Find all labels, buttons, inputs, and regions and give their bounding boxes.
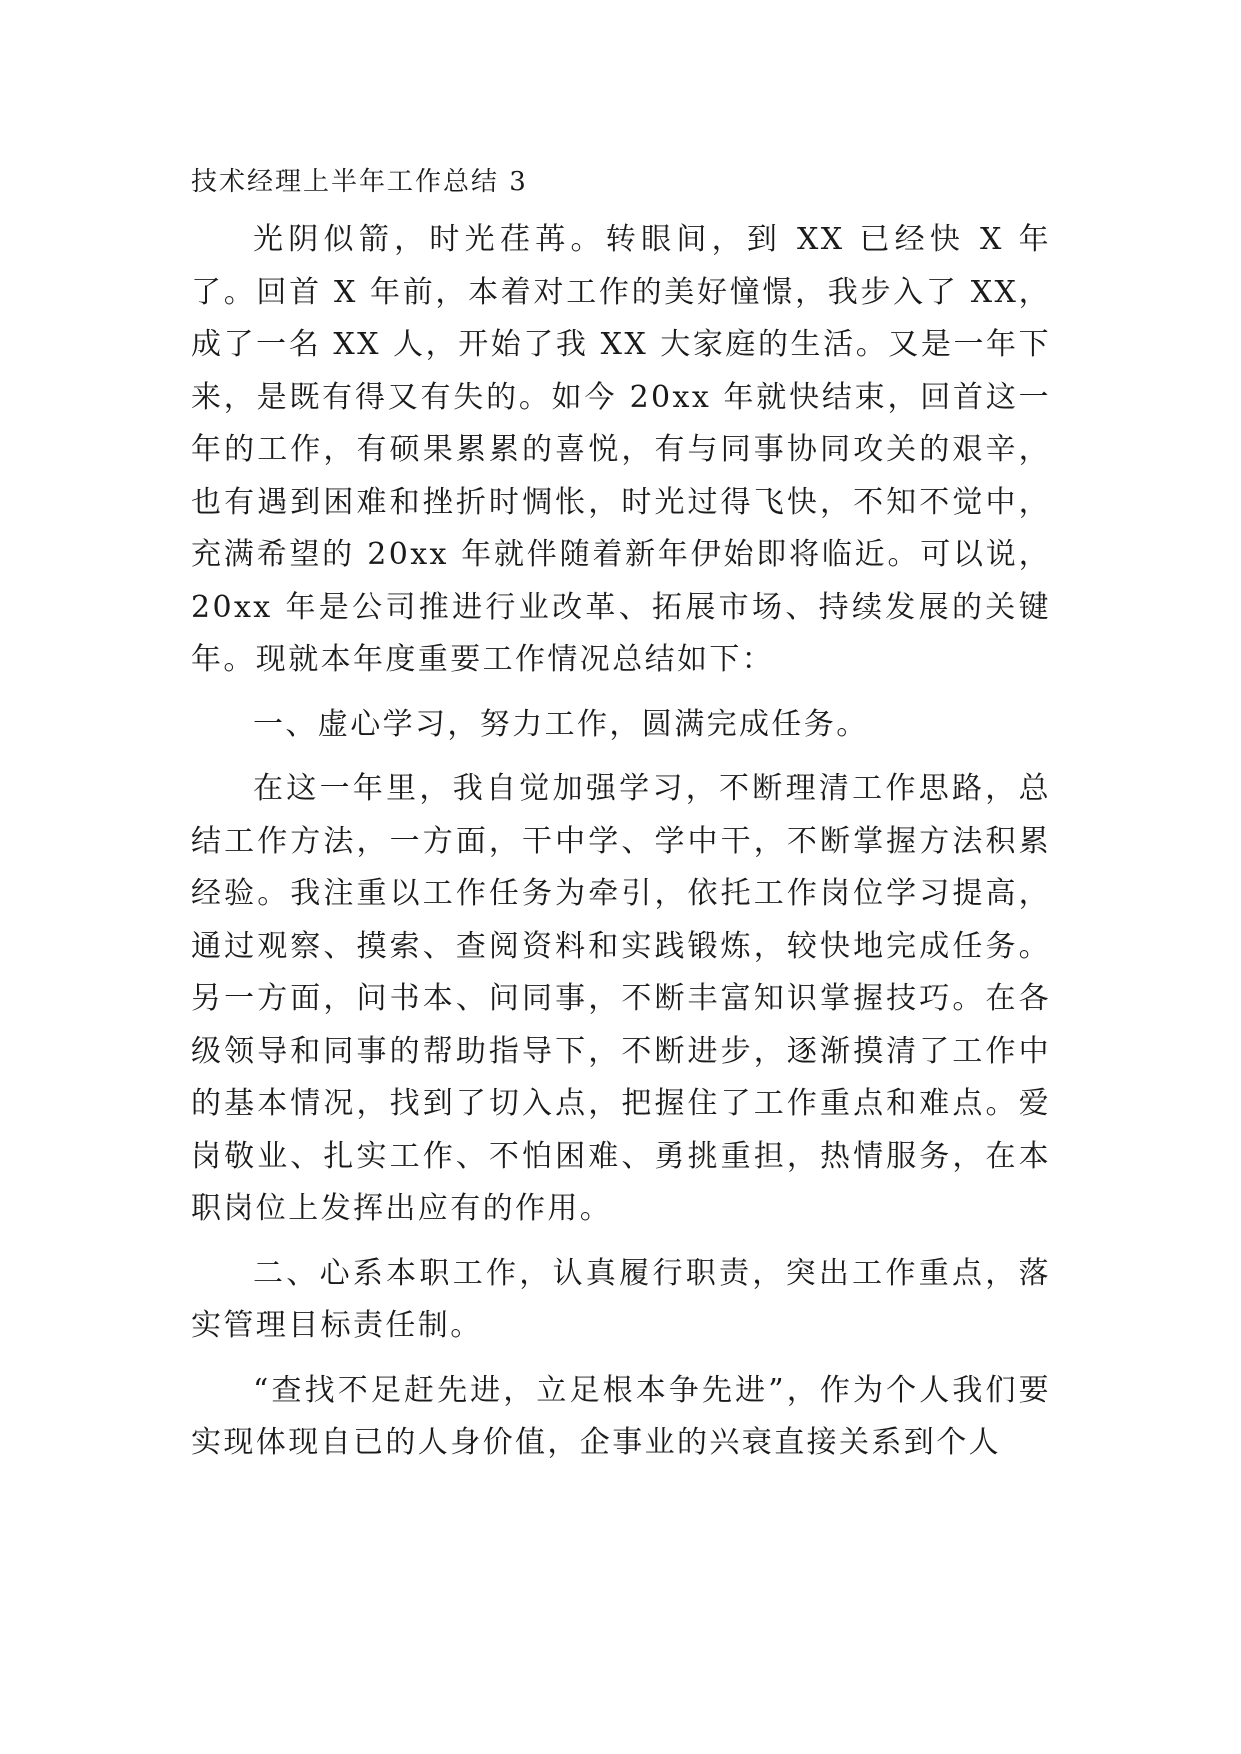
paragraph-intro: 光阴似箭，时光荏苒。转眼间，到 XX 已经快 X 年了。回首 X 年前，本着对工作的美好憧憬，我步入了 XX，成了一名 XX 人，开始了我 XX 大家庭的生活。又是一年下来，是既有得又有失的。如今 20xx 年就快结束，回首这一年的工作，有硕果累累的喜悦，有与同事协同攻关的艰辛，也有遇到困难和挫折时惆怅，时光过得飞快，不知不觉中，充满希望的 20xx 年就伴随着新年伊始即将临近。可以说，20xx 年是公司推进行业改革、拓展市场、持续发展的关键年。现就本年度重要工作情况总结如下： <box>191 222 1051 677</box>
paragraph-section-two: “查找不足赶先进，立足根本争先进”，作为个人我们要实现体现自已的人身价值，企事业的兴衰直接关系到个人 <box>191 1372 1051 1460</box>
document-title: 技术经理上半年工作总结 3 <box>191 167 528 197</box>
document-body <box>191 162 1051 1470</box>
heading-section-one: 一、虚心学习，努力工作，圆满完成任务。 <box>253 706 869 742</box>
paragraph-section-one: 在这一年里，我自觉加强学习，不断理清工作思路，总结工作方法，一方面，干中学、学中干，不断掌握方法积累经验。我注重以工作任务为牵引，依托工作岗位学习提高，通过观察、摸索、查阅资料和实践锻炼，较快地完成任务。另一方面，问书本、问同事，不断丰富知识掌握技巧。在各级领导和同事的帮助指导下，不断进步，逐渐摸清了工作中的基本情况，找到了切入点，把握住了工作重点和难点。爱岗敬业、扎实工作、不怕困难、勇挑重担，热情服务，在本职岗位上发挥出应有的作用。 <box>191 771 1051 1226</box>
heading-section-two: 二、心系本职工作，认真履行职责，突出工作重点，落实管理目标责任制。 <box>191 1255 1051 1343</box>
